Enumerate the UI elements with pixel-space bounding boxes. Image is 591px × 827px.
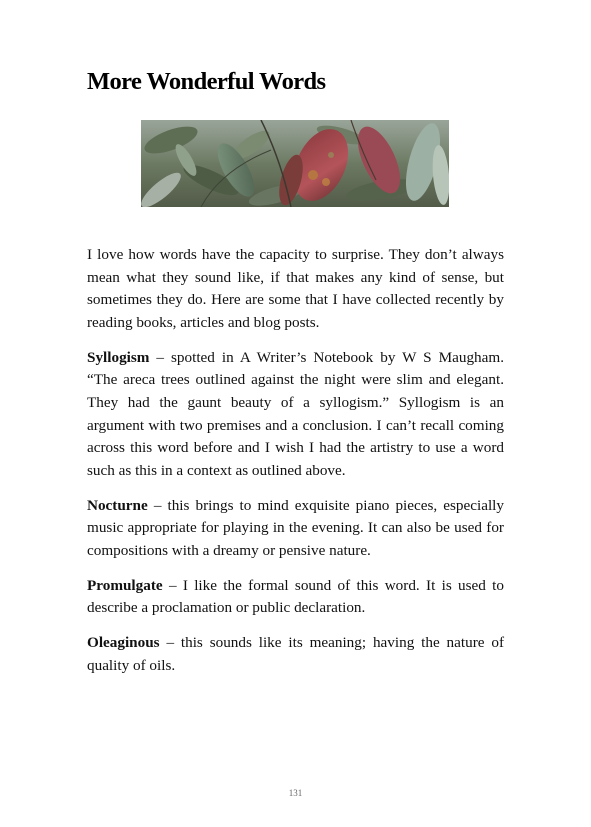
entry-term: Promulgate [87,576,163,594]
eucalyptus-leaves-photo [141,120,449,207]
entry-term: Oleaginous [87,634,160,652]
article-body [87,244,504,690]
entry-oleaginous [87,632,504,677]
page-number: 131 [288,788,303,798]
entry-definition: – I like the formal sound of this word. It is used to describe a proclamation or public declaration. [87,576,504,617]
page-title: More Wonderful Words [87,68,326,95]
entry-promulgate [87,575,504,620]
entry-definition: – spotted in A Writer’s Notebook by W S Maugham. “The areca trees outlined against the night were slim and elegant. They had the gaunt beauty of a syllogism.” Syllogism is an argument with two premises and a conclusion. I can’t recall coming across this word before and I wish I had the artistry to use a word such as this in a context as outlined above. [87,348,504,479]
entry-syllogism [87,347,504,483]
entry-nocturne [87,495,504,563]
entry-definition: – this sounds like its meaning; having the nature of quality of oils. [87,634,504,675]
intro-paragraph: I love how words have the capacity to surprise. They don’t always mean what they sound like, if that makes any kind of sense, but sometimes they do. Here are some that I have collected recently by reading books, articles and blog posts. [87,246,504,331]
entry-term: Nocturne [87,496,148,514]
entry-term: Syllogism [87,348,150,366]
entry-definition: – this brings to mind exquisite piano pieces, especially music appropriate for playing in the evening. It can also be used for compositions with a dreamy or pensive nature. [87,496,504,559]
